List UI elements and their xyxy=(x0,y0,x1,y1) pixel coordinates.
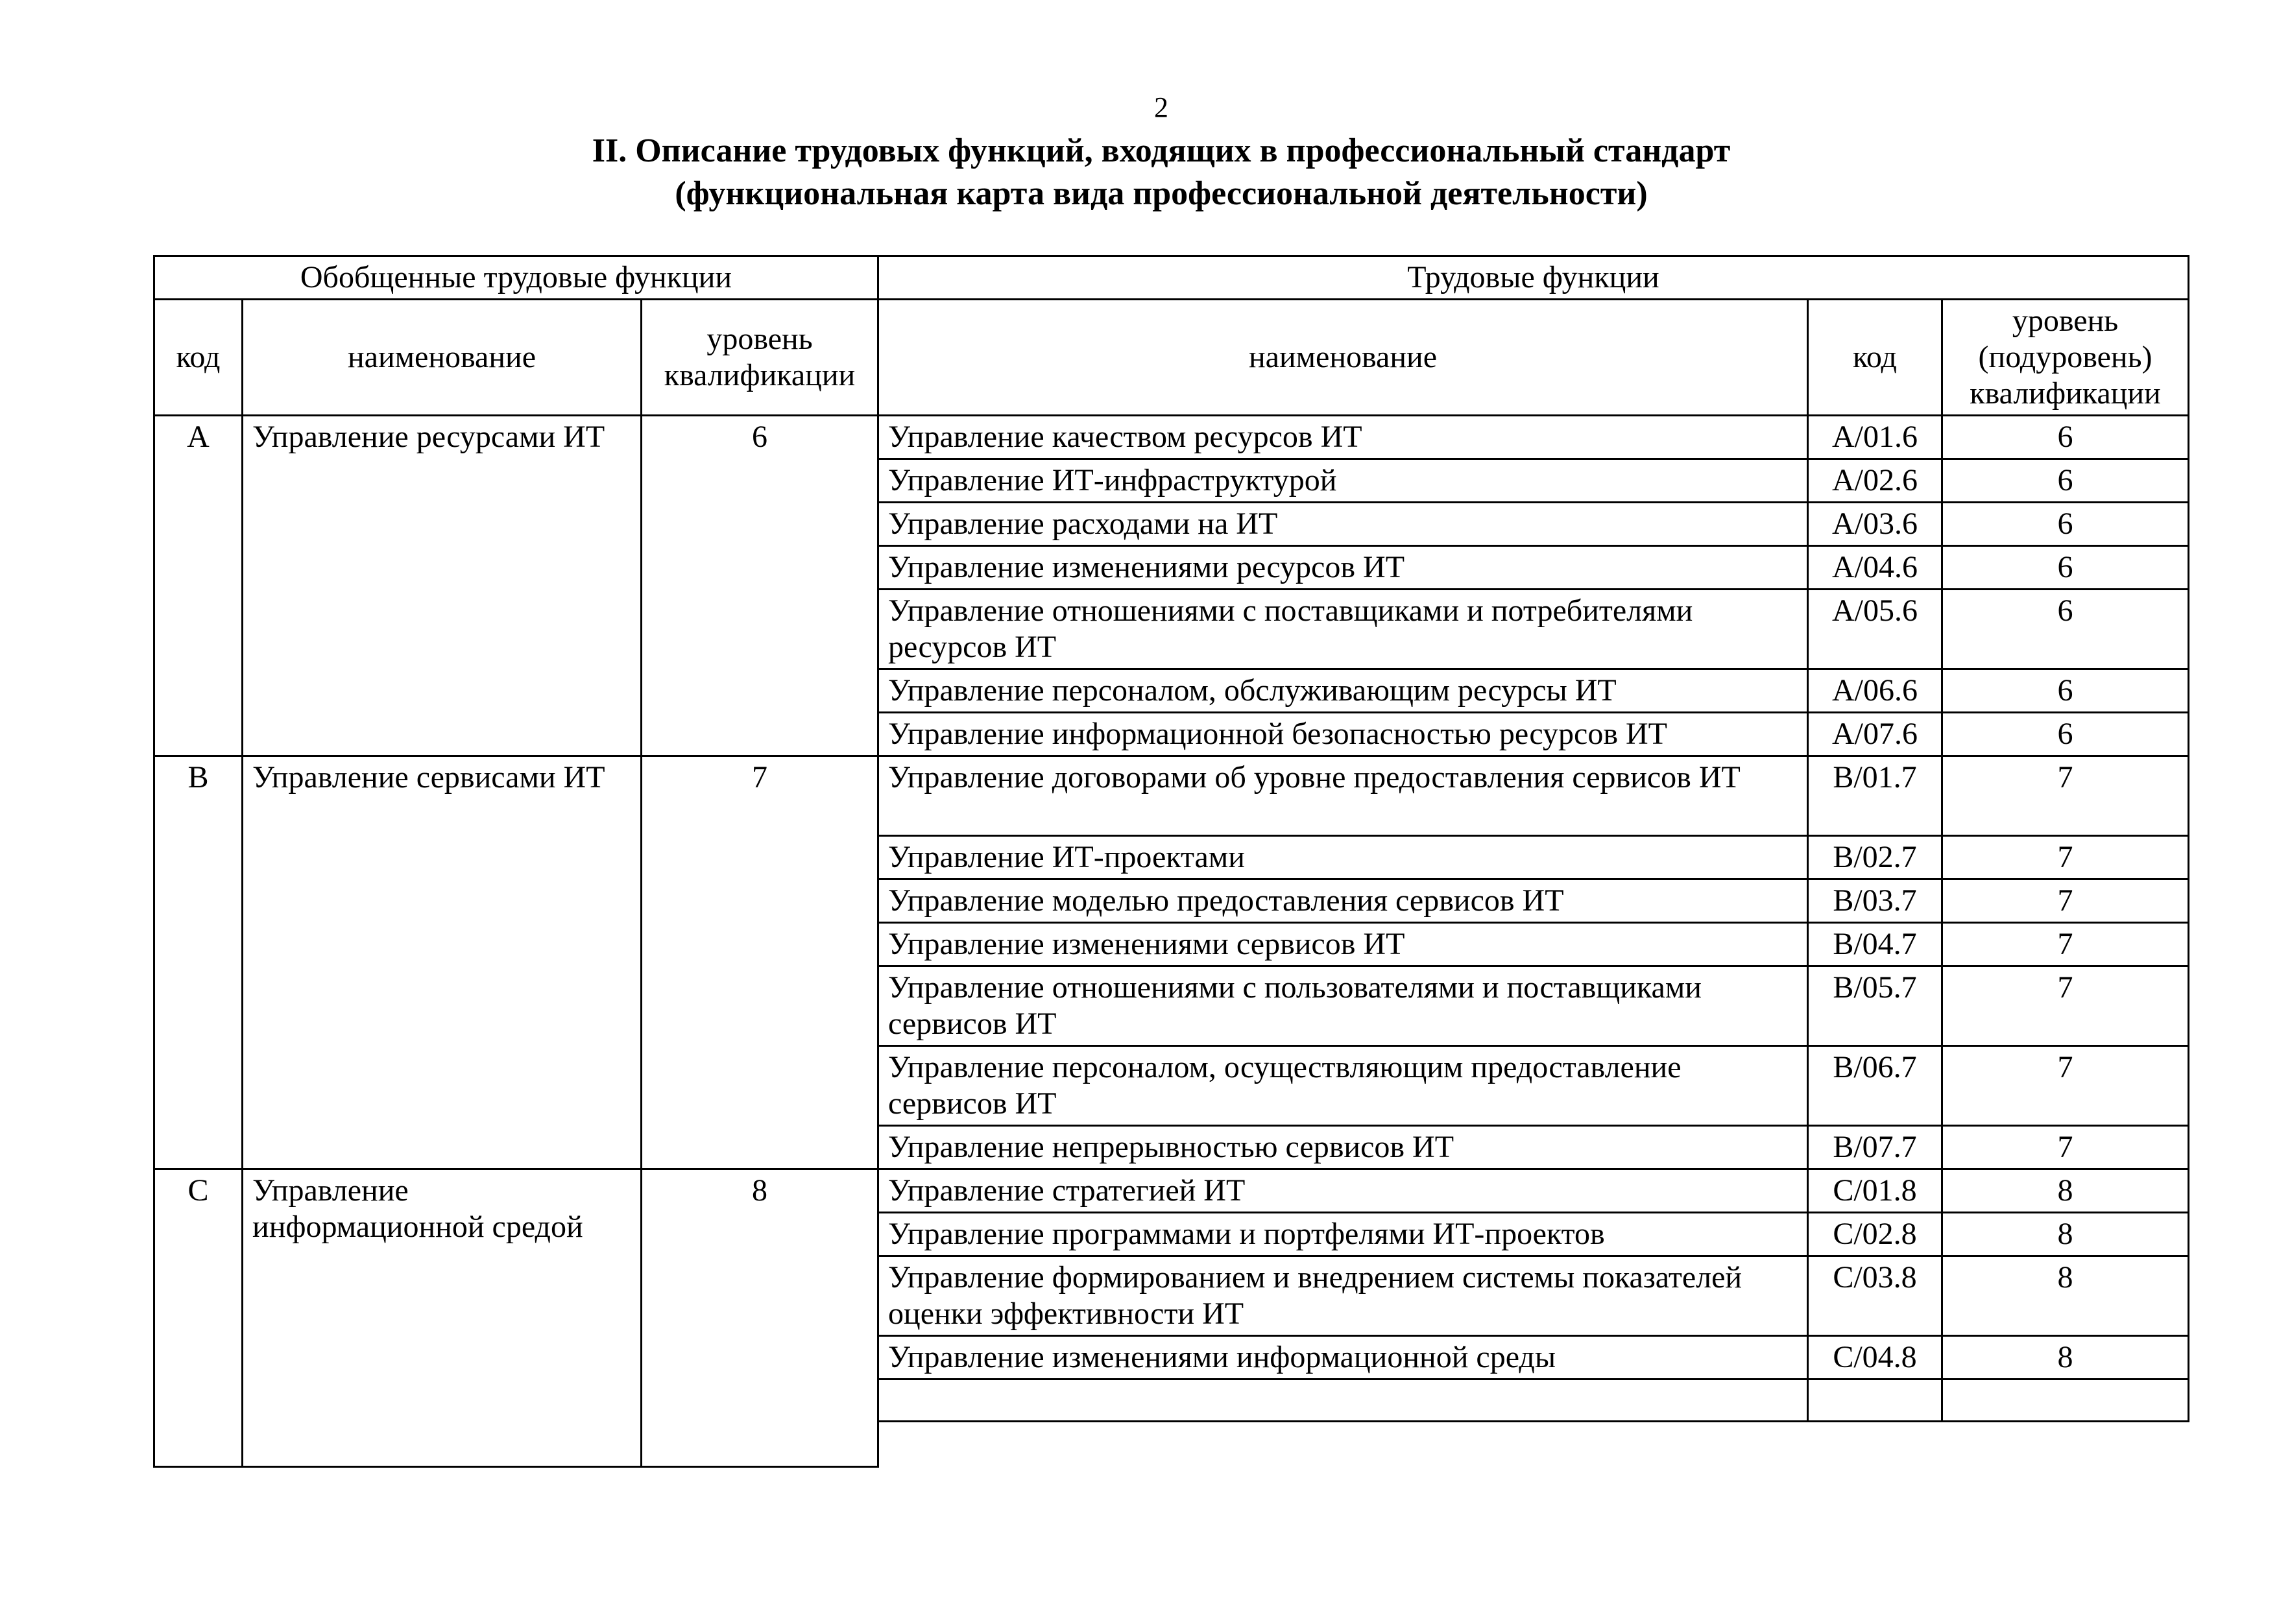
function-level: 8 xyxy=(1942,1336,2189,1379)
function-name: Управление качеством ресурсов ИТ xyxy=(878,416,1808,459)
function-level: 7 xyxy=(1942,836,2189,879)
function-level: 8 xyxy=(1942,1256,2189,1336)
function-name: Управление программами и портфелями ИТ-проектов xyxy=(878,1213,1808,1256)
function-code: B/05.7 xyxy=(1808,966,1942,1046)
function-name: Управление формированием и внедрением системы показателей оценки эффективности ИТ xyxy=(878,1256,1808,1336)
function-level: 6 xyxy=(1942,459,2189,503)
function-name: Управление изменениями сервисов ИТ xyxy=(878,923,1808,966)
page-number: 2 xyxy=(1154,91,1168,123)
function-name: Управление персоналом, осуществляющим предоставление сервисов ИТ xyxy=(878,1046,1808,1126)
function-code: B/07.7 xyxy=(1808,1126,1942,1169)
header-name: наименование xyxy=(243,300,642,416)
group-code: C xyxy=(154,1169,243,1467)
empty-cell xyxy=(1808,1379,1942,1422)
function-level: 6 xyxy=(1942,713,2189,756)
group-level: 6 xyxy=(642,416,878,756)
title-line-2: (функциональная карта вида профессиональной деятельности) xyxy=(675,175,1648,212)
function-level: 7 xyxy=(1942,879,2189,923)
function-level: 6 xyxy=(1942,669,2189,713)
function-code: A/06.6 xyxy=(1808,669,1942,713)
group-name: Управление сервисами ИТ xyxy=(243,756,642,1169)
function-level: 7 xyxy=(1942,756,2189,836)
function-level: 7 xyxy=(1942,923,2189,966)
function-level: 7 xyxy=(1942,966,2189,1046)
header-generalized-functions: Обобщенные трудовые функции xyxy=(154,256,878,300)
group-name: Управление информационной средой xyxy=(243,1169,642,1467)
header-function-level: уровень (подуровень) квалификации xyxy=(1942,300,2189,416)
table-row xyxy=(154,416,2189,459)
function-level: 6 xyxy=(1942,416,2189,459)
function-name: Управление непрерывностью сервисов ИТ xyxy=(878,1126,1808,1169)
function-name: Управление изменениями ресурсов ИТ xyxy=(878,546,1808,590)
function-level: 8 xyxy=(1942,1213,2189,1256)
function-name: Управление информационной безопасностью ресурсов ИТ xyxy=(878,713,1808,756)
table-row xyxy=(154,1169,2189,1213)
function-name: Управление договорами об уровне предоставления сервисов ИТ xyxy=(878,756,1808,836)
header-function-name: наименование xyxy=(878,300,1808,416)
function-name: Управление ИТ-проектами xyxy=(878,836,1808,879)
group-level: 7 xyxy=(642,756,878,1169)
function-code: A/03.6 xyxy=(1808,503,1942,546)
empty-cell xyxy=(1942,1379,2189,1422)
function-code: C/01.8 xyxy=(1808,1169,1942,1213)
title-line-1: II. Описание трудовых функций, входящих в профессиональный стандарт xyxy=(592,132,1731,169)
group-name: Управление ресурсами ИТ xyxy=(243,416,642,756)
function-name: Управление ИТ-инфраструктурой xyxy=(878,459,1808,503)
function-code: B/04.7 xyxy=(1808,923,1942,966)
function-name: Управление стратегией ИТ xyxy=(878,1169,1808,1213)
function-name: Управление изменениями информационной среды xyxy=(878,1336,1808,1379)
header-labor-functions: Трудовые функции xyxy=(878,256,2189,300)
function-code: B/01.7 xyxy=(1808,756,1942,836)
group-level: 8 xyxy=(642,1169,878,1467)
group-code: A xyxy=(154,416,243,756)
function-level: 6 xyxy=(1942,546,2189,590)
function-code: B/06.7 xyxy=(1808,1046,1942,1126)
empty-cell xyxy=(878,1379,1808,1422)
function-level: 7 xyxy=(1942,1046,2189,1126)
function-name: Управление персоналом, обслуживающим ресурсы ИТ xyxy=(878,669,1808,713)
function-code: A/07.6 xyxy=(1808,713,1942,756)
function-code: A/02.6 xyxy=(1808,459,1942,503)
function-code: B/03.7 xyxy=(1808,879,1942,923)
group-code: B xyxy=(154,756,243,1169)
function-level: 8 xyxy=(1942,1169,2189,1213)
function-name: Управление расходами на ИТ xyxy=(878,503,1808,546)
header-function-code: код xyxy=(1808,300,1942,416)
table-group-header-row xyxy=(154,256,2189,300)
function-code: C/02.8 xyxy=(1808,1213,1942,1256)
function-level: 7 xyxy=(1942,1126,2189,1169)
header-code: код xyxy=(154,300,243,416)
function-name: Управление отношениями с поставщиками и потребителями ресурсов ИТ xyxy=(878,590,1808,669)
section-title xyxy=(0,130,2279,215)
header-level: уровень квалификации xyxy=(642,300,878,416)
function-code: A/04.6 xyxy=(1808,546,1942,590)
function-level: 6 xyxy=(1942,503,2189,546)
function-name: Управление отношениями с пользователями и поставщиками сервисов ИТ xyxy=(878,966,1808,1046)
function-code: A/01.6 xyxy=(1808,416,1942,459)
function-code: A/05.6 xyxy=(1808,590,1942,669)
table-row xyxy=(154,756,2189,836)
function-name: Управление моделью предоставления сервисов ИТ xyxy=(878,879,1808,923)
function-code: B/02.7 xyxy=(1808,836,1942,879)
empty-cell xyxy=(1808,1422,1942,1467)
functional-map-table xyxy=(153,255,2189,1468)
table-column-header-row xyxy=(154,300,2189,416)
empty-cell xyxy=(1942,1422,2189,1467)
function-code: C/04.8 xyxy=(1808,1336,1942,1379)
function-level: 6 xyxy=(1942,590,2189,669)
empty-cell xyxy=(878,1422,1808,1467)
function-code: C/03.8 xyxy=(1808,1256,1942,1336)
